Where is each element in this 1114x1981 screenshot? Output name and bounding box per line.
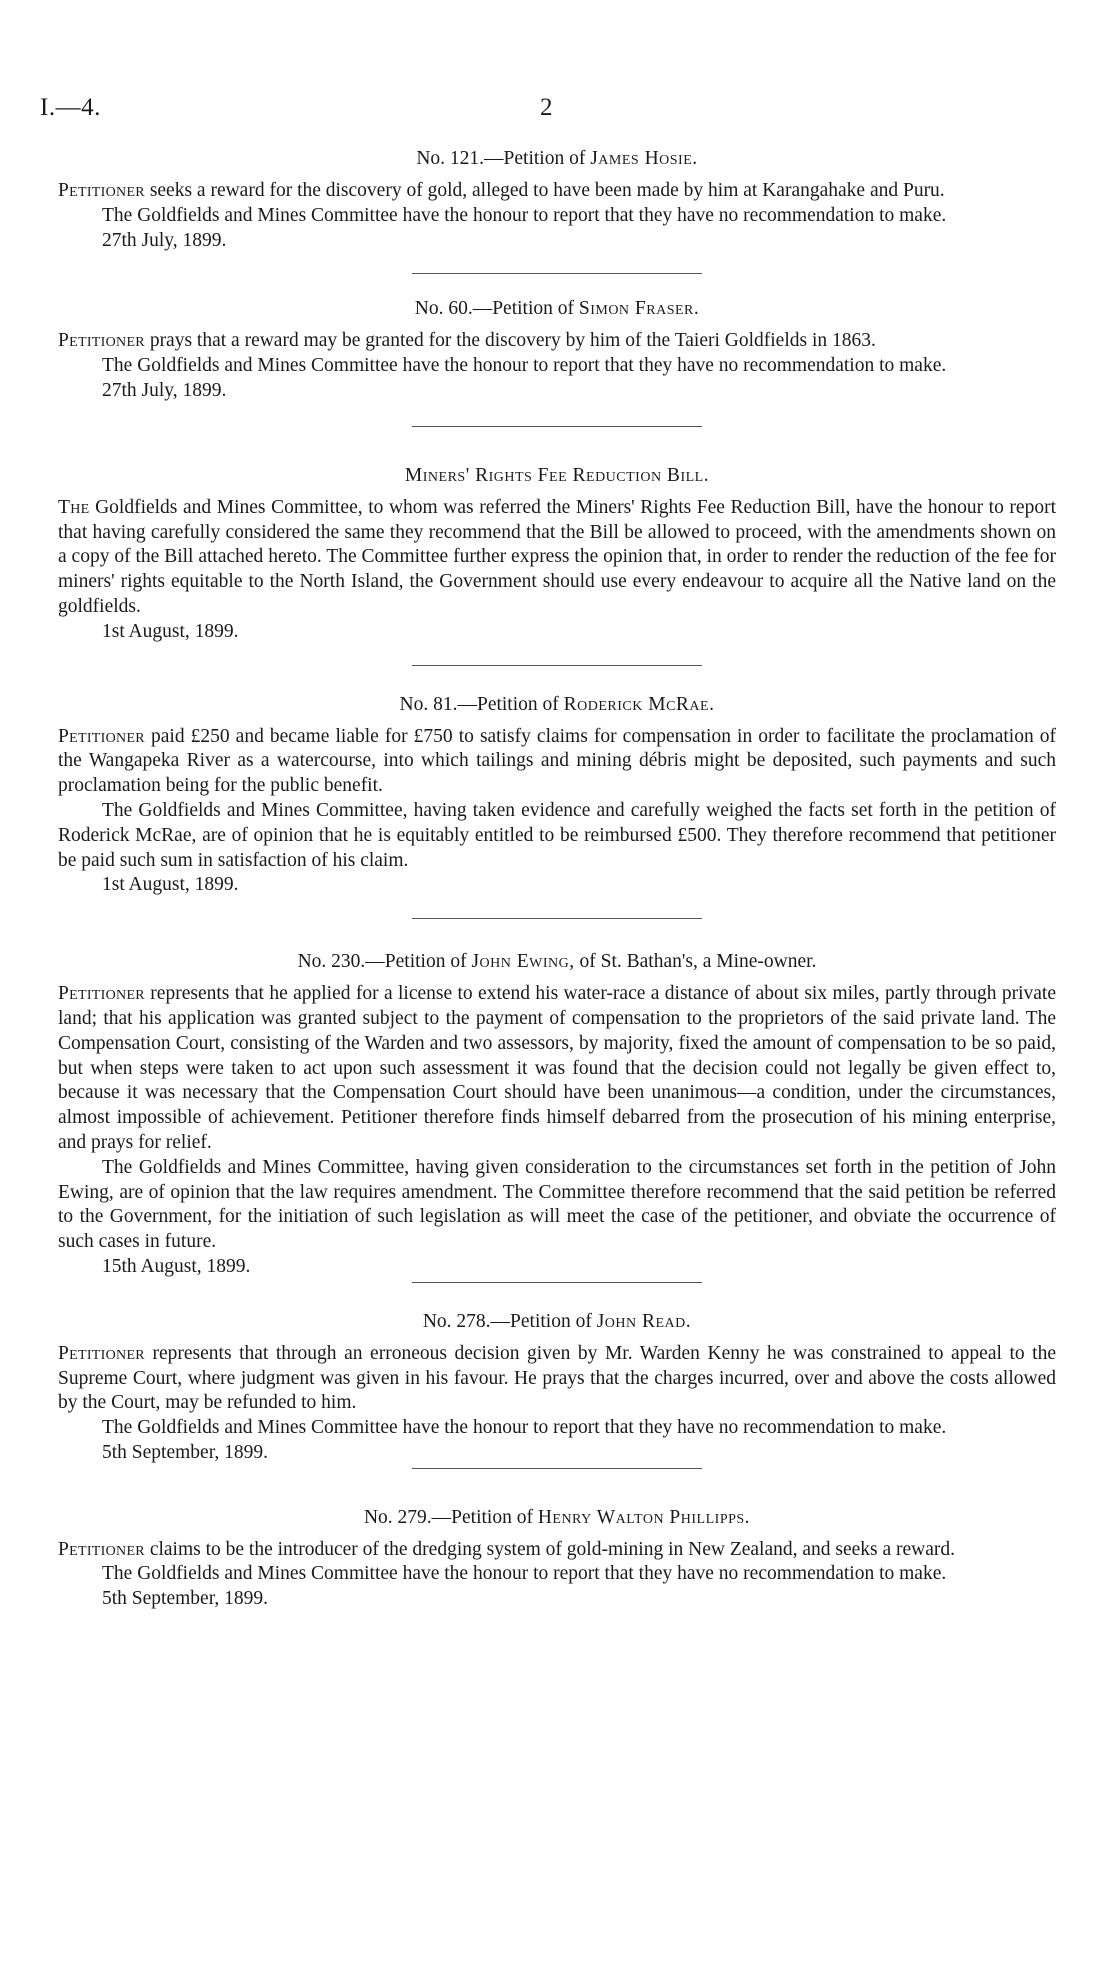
section-title: No. 279.—Petition of Henry Walton Phillipps. — [363, 1506, 751, 1528]
petition-section — [58, 1505, 1056, 1612]
petition-section — [58, 296, 1056, 403]
petition-section — [58, 1309, 1056, 1466]
petition-text: Petitioner seeks a reward for the discovery of gold, alleged to have been made by him at Karangahake and Puru. — [58, 180, 945, 201]
document-reference: I.—4. — [40, 94, 101, 121]
section-title: Miners' Rights Fee Reduction Bill. — [404, 464, 710, 486]
petition-text: Petitioner represents that through an erroneous decision given by Mr. Warden Kenny he was constrained to appeal to the Supreme Court, where judgment was given in his favour. He prays that the charges incurred, over and above the costs allowed by the Court, may be refunded to him. — [58, 1342, 1056, 1414]
petition-text: Petitioner paid £250 and became liable for £750 to satisfy claims for compensation in order to facilitate the proclamation of the Wangapeka River as a watercourse, into which tailings and mining débris might be deposited, such payments and such proclamation being for the public benefit. — [58, 725, 1056, 797]
section-title: No. 121.—Petition of James Hosie. — [416, 148, 698, 169]
section-divider — [412, 426, 702, 427]
committee-report: The Goldfields and Mines Committee have the honour to report that they have no recommendation to make. — [102, 1563, 947, 1585]
bill-text: The Goldfields and Mines Committee, to whom was referred the Miners' Rights Fee Reduction Bill, have the honour to report that having carefully considered the same they recommend that the Bill be allowed to proceed, with the amendments shown on a copy of the Bill attached hereto. The Committee further express the opinion that, in order to render the reduction of the fee for miners' rights equitable to the North Island, the Government should use every endeavour to acquire all the Native land on the goldfields. — [58, 496, 1056, 617]
report-date: 27th July, 1899. — [102, 379, 227, 401]
section-divider — [412, 918, 702, 919]
committee-report: The Goldfields and Mines Committee have the honour to report that they have no recommendation to make. — [102, 204, 947, 226]
page-number: 2 — [540, 94, 553, 121]
petition-section — [58, 949, 1056, 1280]
report-date: 5th September, 1899. — [102, 1441, 269, 1463]
section-divider — [412, 1468, 702, 1469]
petition-text: Petitioner prays that a reward may be granted for the discovery by him of the Taieri Goldfields in 1863. — [58, 330, 876, 352]
report-date: 15th August, 1899. — [102, 1255, 251, 1277]
section-divider — [412, 273, 702, 274]
report-date: 1st August, 1899. — [102, 874, 239, 896]
committee-report: The Goldfields and Mines Committee, having given consideration to the circumstances set forth in the petition of John Ewing, are of opinion that the law requires amendment. The Committee therefore recommend that the said petition be referred to the Government, for the initiation of such legislation as will meet the case of the petitioner, and obviate the occurrence of such cases in future. — [58, 1156, 1056, 1253]
committee-report: The Goldfields and Mines Committee have the honour to report that they have no recommendation to make. — [102, 355, 947, 377]
section-divider — [412, 1282, 702, 1283]
report-date: 1st August, 1899. — [102, 620, 239, 642]
committee-report: The Goldfields and Mines Committee have the honour to report that they have no recommendation to make. — [102, 1417, 947, 1439]
section-title: No. 60.—Petition of Simon Fraser. — [414, 298, 700, 320]
petition-section — [58, 146, 1056, 253]
section-divider — [412, 665, 702, 666]
petition-text: Petitioner claims to be the introducer of the dredging system of gold-mining in New Zealand, and seeks a reward. — [58, 1538, 956, 1560]
section-title: No. 278.—Petition of John Read. — [422, 1310, 692, 1332]
report-date: 5th September, 1899. — [102, 1588, 269, 1610]
committee-report: The Goldfields and Mines Committee, having taken evidence and carefully weighed the facts set forth in the petition of Roderick McRae, are of opinion that he is equitably entitled to be reimbursed £500. They therefore recommend that petitioner be paid such sum in satisfaction of his claim. — [58, 799, 1056, 871]
section-title: No. 230.—Petition of John Ewing, of St. Bathan's, a Mine-owner. — [297, 951, 817, 973]
report-date: 27th July, 1899. — [102, 229, 227, 251]
petition-section — [58, 692, 1056, 899]
petition-text: Petitioner represents that he applied for a license to extend his water-race a distance of about six miles, partly through private land; that his application was granted subject to the payment of compensation to the proprietors of the said private land. The Compensation Court, consisting of the Warden and two assessors, by majority, fixed the amount of compensation to be so paid, but when steps were taken to act upon such assessment it was found that the decision could not legally be given effect to, because it was necessary that the Compensation Court should have been unanimous—a condition, under the circumstances, almost impossible of achievement. Petitioner therefore finds himself debarred from the prosecution of his mining enterprise, and prays for relief. — [58, 983, 1056, 1153]
bill-section — [58, 463, 1056, 645]
section-title: No. 81.—Petition of Roderick McRae. — [399, 693, 715, 715]
document-body — [58, 146, 1056, 1612]
